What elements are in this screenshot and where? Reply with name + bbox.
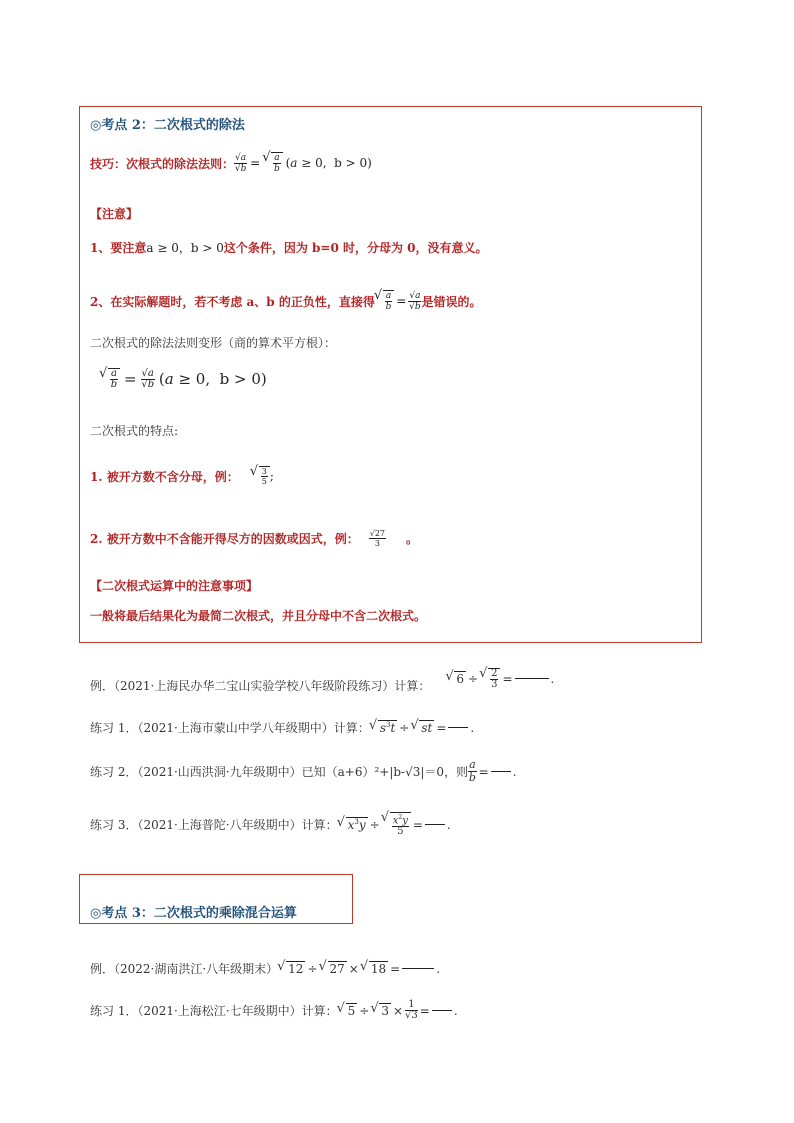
variant-title: 二次根式的除法法则变形（商的算术平方根）： bbox=[90, 336, 337, 350]
features-title: 二次根式的特点: bbox=[90, 424, 179, 438]
topic-2-heading: ◎考点 2：二次根式的除法 bbox=[90, 118, 245, 133]
practice-4-math: √ 5 ÷ √ 3 × $\frac{1}{√3}$ = . bbox=[338, 1000, 458, 1021]
feature-2-example: $\frac{√27}{3}$ bbox=[369, 529, 385, 548]
variant-formula: √ $\frac{a}{b}$ = $\frac{√a}{√b}$ (a ≥ 0, b > 0) bbox=[100, 368, 267, 390]
note-2-formula: √ $\frac{a}{b}$ = $\frac{√a}{√b}$ bbox=[375, 290, 422, 312]
practice-1: 练习 1．（2021·上海市蒙山中学八年级期中）计算： √ $s^3t$ ÷ √ st = . bbox=[90, 719, 474, 736]
topic-3-heading: ◎考点 3：二次根式的乘除混合运算 bbox=[90, 906, 297, 921]
practice-1-math: √ $s^3t$ ÷ √ st = . bbox=[370, 720, 474, 735]
practice-3-math: √ $x^3y$ ÷ √ $\frac{x^2y}{5}$ = . bbox=[338, 812, 451, 837]
feature-2: 2. 被开方数中不含能开得尽方的因数或因式，例： $\frac{√27}{3}$ 。 bbox=[90, 529, 419, 548]
example-2: 例．（2022·湖南洪江·八年级期末） √ 12 ÷ √ 27 × √ 18 = . bbox=[90, 960, 440, 977]
tip-label: 技巧：次根式的除法法则： bbox=[90, 156, 235, 171]
feature-1-example: √ $\frac{3}{5}$ bbox=[259, 466, 270, 486]
example-1-math: √ 6 ÷ √ $\frac{2}{3}$ = . bbox=[446, 668, 554, 690]
feature-1: 1. 被开方数不含分母，例： √ $\frac{3}{5}$ ; bbox=[90, 466, 274, 486]
practice-2-math: $\frac{a}{b}$ = . bbox=[468, 758, 517, 784]
note-2: 2、在实际解题时，若不考虑 a、b 的正负性，直接得 √ $\frac{a}{b}$ = $\frac{√a}{√b}$ 是错误的。 bbox=[90, 290, 481, 312]
example-1: 例．（2021·上海民办华二宝山实验学校八年级阶段练习）计算： √ 6 ÷ √ $\frac{2}{3}$ = . bbox=[90, 677, 554, 694]
example-2-math: √ 12 ÷ √ 27 × √ 18 = . bbox=[278, 961, 440, 976]
practice-2: 练习 2．（2021·山西洪洞·九年级期中）已知（a+6）²+|b-√3|＝0，则 $\frac{a}{b}$ = . bbox=[90, 758, 517, 784]
ops-text: 一般将最后结果化为最简二次根式，并且分母中不含二次根式。 bbox=[90, 609, 427, 623]
note-1: 1、要注意a ≥ 0，b > 0这个条件，因为 b=0 时，分母为 0，没有意义。 bbox=[90, 241, 488, 255]
practice-4: 练习 1．（2021·上海松江·七年级期中）计算： √ 5 ÷ √ 3 × $\frac{1}{√3}$ = . bbox=[90, 1000, 458, 1021]
practice-3: 练习 3．（2021·上海普陀·八年级期中）计算： √ $x^3y$ ÷ √ $\frac{x^2y}{5}$ = . bbox=[90, 812, 451, 837]
note-title: 【注意】 bbox=[90, 207, 139, 221]
tip-formula: $\frac{√a}{√b}$ = √ $\frac{a}{b}$ (a ≥ 0, b > 0) bbox=[234, 152, 372, 174]
ops-title: 【二次根式运算中的注意事项】 bbox=[90, 579, 259, 593]
tip-line bbox=[90, 152, 372, 174]
